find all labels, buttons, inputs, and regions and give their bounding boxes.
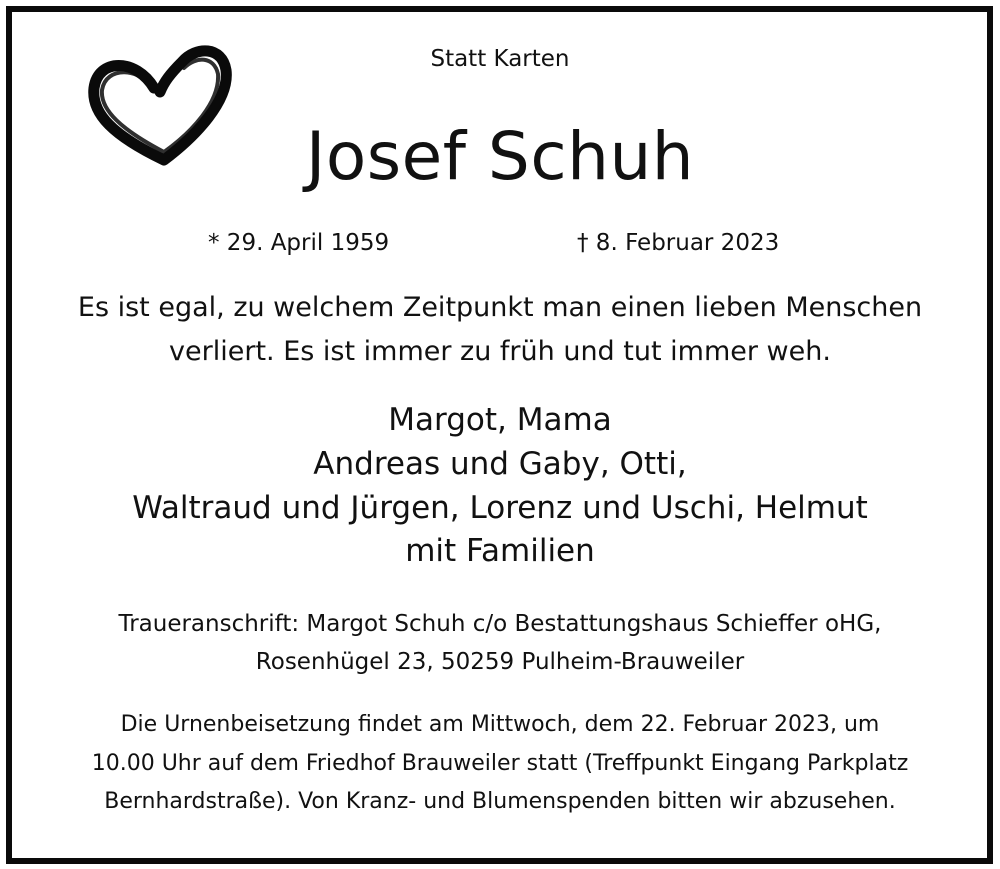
family-line: Margot, Mama [388,402,612,438]
deceased-name: Josef Schuh [305,118,695,195]
burial-info-line: Die Urnenbeisetzung findet am Mittwoch, dem 22. Februar 2023, um [120,712,880,737]
death-date: † 8. Februar 2023 [577,230,780,256]
birth-date: * 29. April 1959 [208,230,390,256]
burial-info-line: Bernhardstraße). Von Kranz- und Blumenspenden bitten wir abzusehen. [104,789,896,814]
family-line: Waltraud und Jürgen, Lorenz und Uschi, Helmut [132,490,868,526]
family-line: Andreas und Gaby, Otti, [313,446,687,482]
quote-line: verliert. Es ist immer zu früh und tut immer weh. [169,336,831,367]
header-statt-karten: Statt Karten [430,46,570,72]
mourning-address-line: Traueranschrift: Margot Schuh c/o Bestattungshaus Schieffer oHG, [118,611,882,637]
family-line: mit Familien [405,533,595,569]
burial-info-line: 10.00 Uhr auf dem Friedhof Brauweiler statt (Treffpunkt Eingang Parkplatz [91,751,909,776]
quote-line: Es ist egal, zu welchem Zeitpunkt man einen lieben Menschen [77,292,923,323]
mourning-address-line: Rosenhügel 23, 50259 Pulheim-Brauweiler [255,649,745,675]
